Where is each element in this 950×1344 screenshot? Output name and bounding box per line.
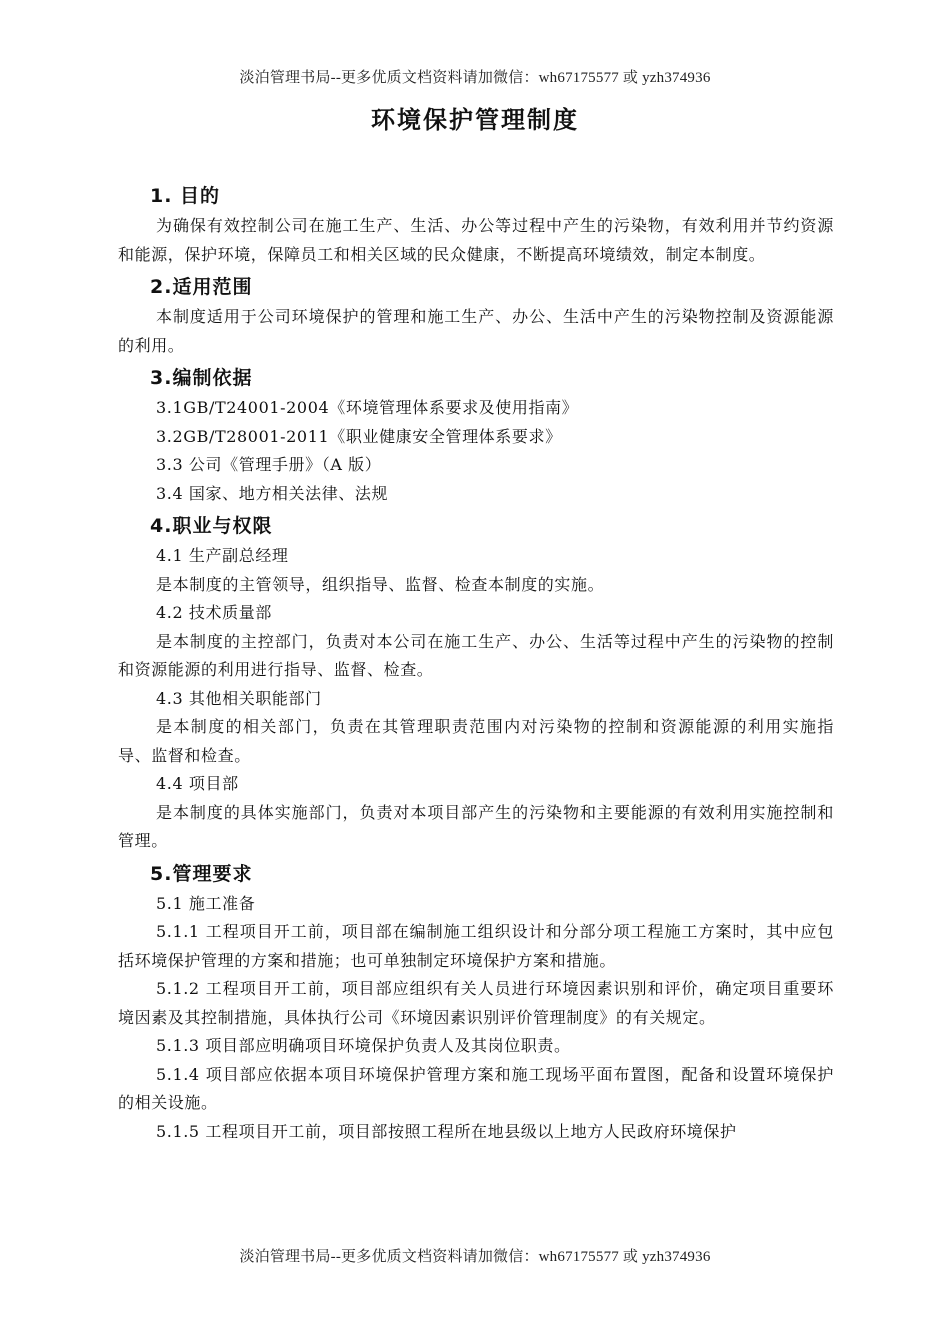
page-header: 淡泊管理书局--更多优质文档资料请加微信：wh67175577 或 yzh374936 bbox=[239, 70, 711, 86]
page-footer: 淡泊管理书局--更多优质文档资料请加微信：wh67175577 或 yzh374936 bbox=[239, 1249, 711, 1265]
section-4-heading: 4.职业与权限 bbox=[150, 515, 273, 537]
document-title: 环境保护管理制度 bbox=[371, 106, 579, 134]
section-5-1-3-paragraph: 5.1.3 项目部应明确项目环境保护负责人及其岗位职责。 bbox=[156, 1036, 571, 1055]
section-1-heading: 1. 目的 bbox=[150, 185, 221, 207]
document-body bbox=[118, 178, 834, 1146]
section-3-item-2: 3.2GB/T28001-2011《职业健康安全管理体系要求》 bbox=[156, 426, 562, 446]
section-1-paragraph: 为确保有效控制公司在施工生产、生活、办公等过程中产生的污染物，有效利用并节约资源和能源，保护环境，保障员工和相关区域的民众健康，不断提高环境绩效，制定本制度。 bbox=[118, 216, 834, 264]
section-5-1-title: 5.1 施工准备 bbox=[156, 893, 256, 913]
section-5-1-4-paragraph: 5.1.4 项目部应依据本项目环境保护管理方案和施工现场平面布置图，配备和设置环境保护的相关设施。 bbox=[118, 1064, 834, 1112]
section-5-1-2-paragraph: 5.1.2 工程项目开工前，项目部应组织有关人员进行环境因素识别和评价，确定项目重要环境因素及其控制措施，具体执行公司《环境因素识别评价管理制度》的有关规定。 bbox=[118, 979, 834, 1027]
section-2-paragraph: 本制度适用于公司环境保护的管理和施工生产、办公、生活中产生的污染物控制及资源能源的利用。 bbox=[118, 307, 834, 355]
section-5-1-5-paragraph: 5.1.5 工程项目开工前，项目部按照工程所在地县级以上地方人民政府环境保护 bbox=[156, 1121, 737, 1141]
section-2-heading: 2.适用范围 bbox=[150, 276, 253, 298]
section-3-heading: 3.编制依据 bbox=[150, 367, 253, 389]
section-4-4-title: 4.4 项目部 bbox=[156, 774, 239, 793]
section-4-4-paragraph: 是本制度的具体实施部门，负责对本项目部产生的污染物和主要能源的有效利用实施控制和管理。 bbox=[118, 802, 834, 850]
section-4-1-title: 4.1 生产副总经理 bbox=[156, 546, 289, 565]
section-3-item-1: 3.1GB/T24001-2004《环境管理体系要求及使用指南》 bbox=[156, 398, 579, 417]
section-3-item-4: 3.4 国家、地方相关法律、法规 bbox=[156, 483, 389, 503]
section-5-1-1-paragraph: 5.1.1 工程项目开工前，项目部在编制施工组织设计和分部分项工程施工方案时，其中应包括环境保护管理的方案和措施；也可单独制定环境保护方案和措施。 bbox=[118, 922, 834, 970]
section-3-item-3: 3.3 公司《管理手册》（A 版） bbox=[156, 455, 382, 474]
section-4-2-title: 4.2 技术质量部 bbox=[156, 603, 272, 622]
section-4-1-paragraph: 是本制度的主管领导，组织指导、监督、检查本制度的实施。 bbox=[156, 574, 605, 594]
section-4-2-paragraph: 是本制度的主控部门，负责对本公司在施工生产、办公、生活等过程中产生的污染物的控制和资源能源的利用进行指导、监督、检查。 bbox=[118, 631, 834, 679]
section-4-3-title: 4.3 其他相关职能部门 bbox=[156, 688, 322, 708]
section-5-heading: 5.管理要求 bbox=[150, 862, 253, 885]
section-4-3-paragraph: 是本制度的相关部门，负责在其管理职责范围内对污染物的控制和资源能源的利用实施指导、监督和检查。 bbox=[118, 717, 834, 765]
